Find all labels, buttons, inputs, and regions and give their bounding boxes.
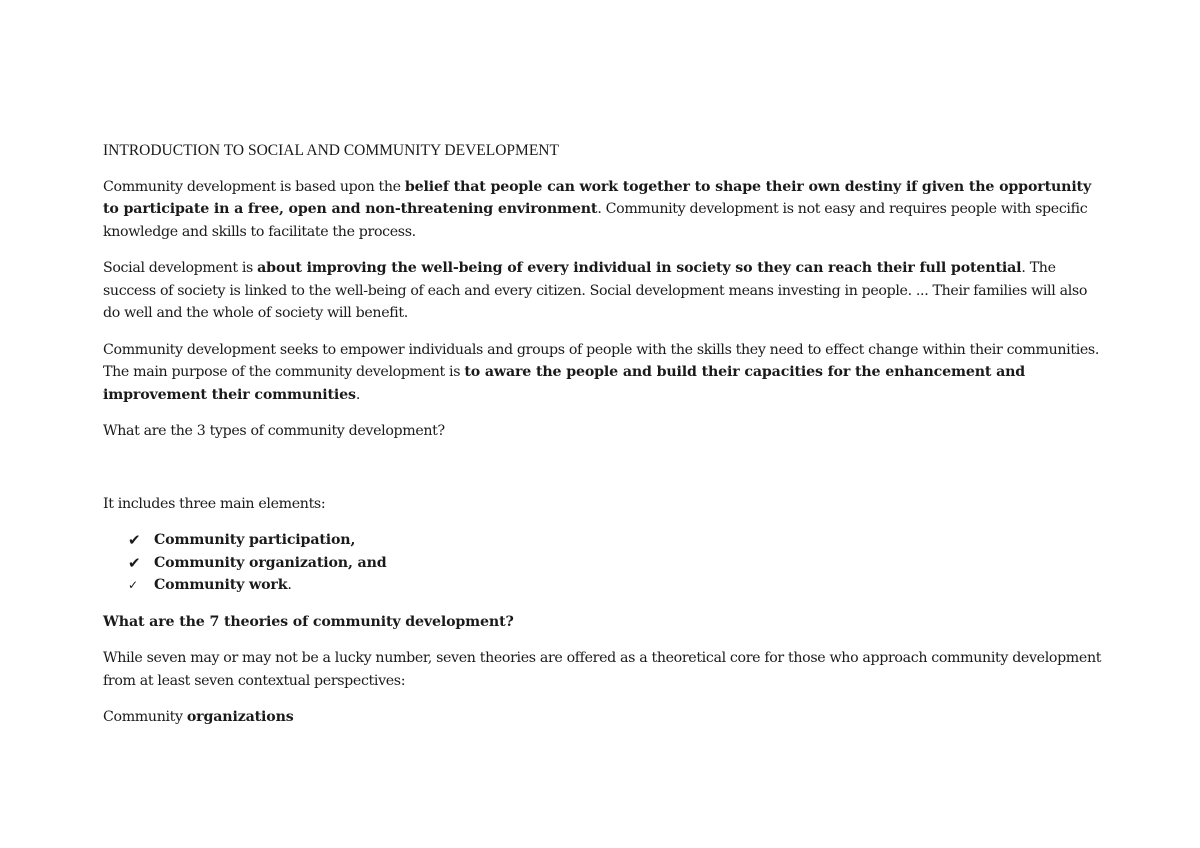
list-item-suffix: . — [287, 577, 292, 593]
bold-text-run: about improving the well-being of every individual in society so they can reach their full potential — [257, 260, 1022, 276]
paragraph-social-development — [103, 257, 1103, 325]
text-run: . The success of society is linked to the well-being of each and every citizen. Social development means investing in people. ... Their families will also do well and the whole of society will benefit. — [103, 260, 1088, 321]
list-item — [103, 552, 1103, 575]
bold-text-run: belief that people can work together to shape their own destiny if given the opportunity to participate in a free, open and non-threatening environment — [103, 178, 1092, 217]
paragraph-empowerment — [103, 339, 1103, 407]
text-run: Community development is based upon the — [103, 178, 405, 195]
list-item — [103, 529, 1103, 552]
elements-intro: It includes three main elements: — [103, 495, 326, 512]
elements-checklist — [103, 529, 1103, 597]
bold-text-run: What are the 7 theories of community development? — [103, 613, 514, 630]
list-item-label: Community work — [154, 577, 288, 593]
bold-text-run: to aware the people and build their capacities for the enhancement and improvement their communities — [103, 364, 1026, 403]
question-seven-theories — [103, 611, 1103, 634]
checkmark-icon: ✓ — [128, 578, 138, 592]
list-item — [103, 574, 1103, 597]
document-body — [103, 140, 1103, 743]
paragraph-community-organizations — [103, 706, 1103, 729]
text-run: Community — [103, 709, 187, 725]
text-run: . — [355, 386, 360, 403]
bold-text-run: organizations — [186, 709, 294, 725]
list-item-label: Community participation, — [154, 532, 356, 548]
paragraph-seven-theories: While seven may or may not be a lucky number, seven theories are offered as a theoretical core for those who approach community development from at least seven contextual perspectives: — [103, 650, 1102, 689]
list-item-label: Community organization, and — [154, 554, 387, 571]
question-three-types: What are the 3 types of community development? — [103, 423, 445, 439]
checkmark-icon: ✔ — [128, 531, 141, 549]
text-run: Social development is — [103, 260, 258, 276]
text-run: Community development seeks to empower individuals and groups of people with the skills they need to effect change within their communities. The main purpose of the community development is — [103, 341, 1100, 380]
checkmark-icon: ✔ — [128, 553, 141, 572]
document-title: INTRODUCTION TO SOCIAL AND COMMUNITY DEVELOPMENT — [103, 142, 559, 159]
blank-line — [103, 457, 1103, 493]
text-run: . Community development is not easy and requires people with specific knowledge and skills to facilitate the process. — [103, 201, 1088, 240]
paragraph-community-development — [103, 176, 1103, 244]
